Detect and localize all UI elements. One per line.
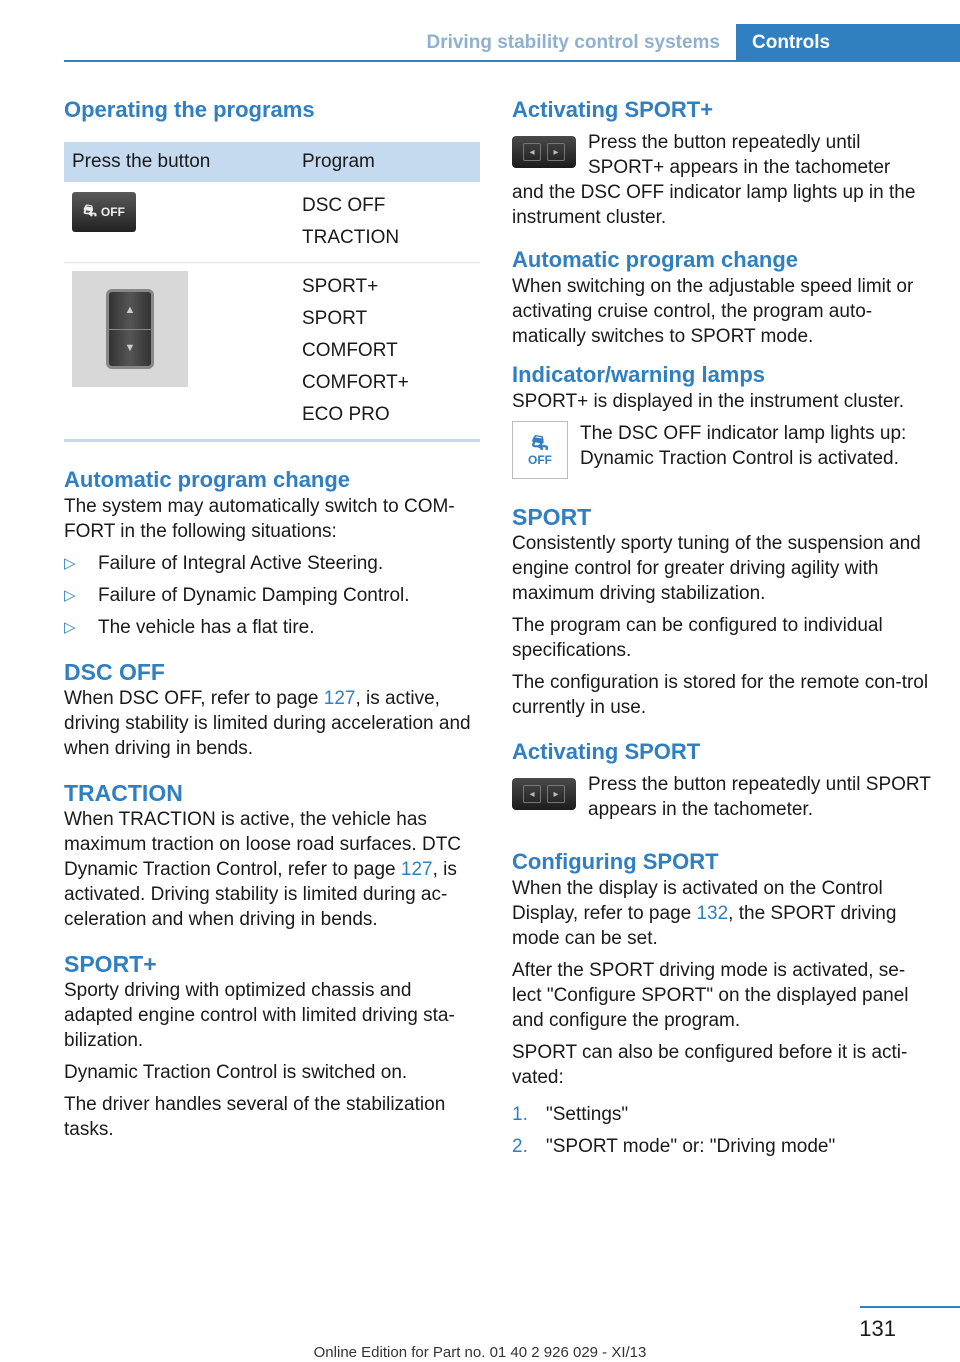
program-comfort-plus: COMFORT+ [302,372,409,393]
sport-plus-p3: The driver handles several of the stabilization tasks. [64,1094,446,1140]
sport-heading: SPORT [512,504,592,530]
sport-p2: The program can be configured to individual specifications. [512,615,883,661]
configuring-steps [512,1102,932,1159]
traction-text: When TRACTION is active, the vehicle has maximum traction on loose road surfaces. DTC Dynamic Traction Control, refer to page 127, is activated. Driving stability is limited during ac-celeration and when driving in bends. [64,809,462,930]
right-column [512,96,932,1166]
dsc-off-heading: DSC OFF [64,659,165,685]
header-chapter-tab: Controls [736,24,960,62]
program-comfort: COMFORT [302,340,398,361]
table-row [64,182,480,263]
triangle-bullet-icon: ▷ [64,555,76,572]
list-item: 2. "SPORT mode" or: "Driving mode" [512,1136,836,1157]
traction-heading: TRACTION [64,780,183,806]
page-link[interactable]: 127 [323,688,356,709]
program-sport-plus: SPORT+ [302,276,379,297]
list-item: ▷ The vehicle has a flat tire. [64,617,315,638]
list-item: ▷ Failure of Dynamic Damping Control. [64,585,410,606]
auto-change-text: The system may automatically switch to COM-FORT in the following situations: [64,496,455,542]
programs-table [64,142,480,442]
edition-footer: Online Edition for Part no. 01 40 2 926 029 - XI/13 [313,1344,647,1361]
auto-change-right-text: When switching on the adjustable speed limit or activating cruise control, the program auto-matically switches to SPORT mode. [512,276,914,347]
activating-sport-plus-icon-text: Press the button repeatedly until SPORT+ appears in the tachometer [588,132,891,178]
activating-sport-heading: Activating SPORT [512,739,701,764]
configuring-p3: SPORT can also be configured before it is acti-vated: [512,1042,908,1088]
page-header [64,24,960,62]
footer-rule [860,1306,960,1308]
dsc-off-button-icon: ⛐ OFF [72,192,136,232]
triangle-bullet-icon: ▷ [64,619,76,636]
dsc-icon-label: OFF [100,205,125,219]
page-link[interactable]: 127 [400,859,433,880]
configuring-p2: After the SPORT driving mode is activated, se-lect "Configure SPORT" on the displayed panel and configure the program. [512,960,909,1031]
triangle-bullet-icon: ▷ [64,587,76,604]
indicator-lamp-text: The DSC OFF indicator lamp lights up: Dynamic Traction Control is activated. [580,423,907,469]
activating-sport-plus-heading: Activating SPORT+ [512,97,714,122]
sport-p3: The configuration is stored for the remote con-trol currently in use. [512,672,929,718]
table-header-program: Program [294,142,480,182]
indicator-heading: Indicator/warning lamps [512,362,766,387]
program-eco-pro: ECO PRO [302,404,390,425]
indicator-text: SPORT+ is displayed in the instrument cluster. [512,391,904,412]
configuring-sport-heading: Configuring SPORT [512,849,719,874]
configuring-p1: When the display is activated on the Control Display, refer to page 132, the SPORT driving mode can be set. [512,878,897,949]
auto-change-heading: Automatic program change [64,467,351,492]
activating-sport-icon-text: Press the button repeatedly until SPORT appears in the tachometer. [588,774,931,820]
arrow-up-icon: ▲ [109,292,151,330]
rocker-button-icon: ◂ ▸ [512,778,576,810]
left-column [64,96,480,1149]
sport-p1: Consistently sporty tuning of the suspension and engine control for greater driving agility with maximum driving stabilization. [512,533,921,604]
sport-plus-heading: SPORT+ [64,951,157,977]
program-dsc-off: DSC OFF [302,195,386,216]
list-item: 1. "Settings" [512,1104,629,1125]
table-row [64,263,480,441]
dsc-off-text: When DSC OFF, refer to page 127, is active, driving stability is limited during acceleration and when driving in bends. [64,688,471,759]
rocker-button-icon: ◂ ▸ [512,136,576,168]
activating-sport-plus-text: and the DSC OFF indicator lamp lights up in the instrument cluster. [512,182,916,228]
program-sport: SPORT [302,308,368,329]
program-traction: TRACTION [302,227,400,248]
operating-programs-heading: Operating the programs [64,97,315,122]
arrow-down-icon: ▼ [124,341,136,354]
page-link[interactable]: 132 [696,903,729,924]
page-number: 131 [859,1316,896,1341]
sport-plus-p2: Dynamic Traction Control is switched on. [64,1062,408,1083]
sport-plus-p1: Sporty driving with optimized chassis and adapted engine control with limited driving sta-bilization. [64,980,455,1051]
dsc-off-indicator-icon: ⛐ OFF [512,421,568,479]
list-item: ▷ Failure of Integral Active Steering. [64,553,384,574]
header-section-title: Driving stability control systems [426,32,720,53]
auto-change-right-heading: Automatic program change [512,247,799,272]
driving-experience-switch-icon [72,271,188,387]
auto-change-list [64,551,480,640]
table-header-button: Press the button [64,142,294,182]
